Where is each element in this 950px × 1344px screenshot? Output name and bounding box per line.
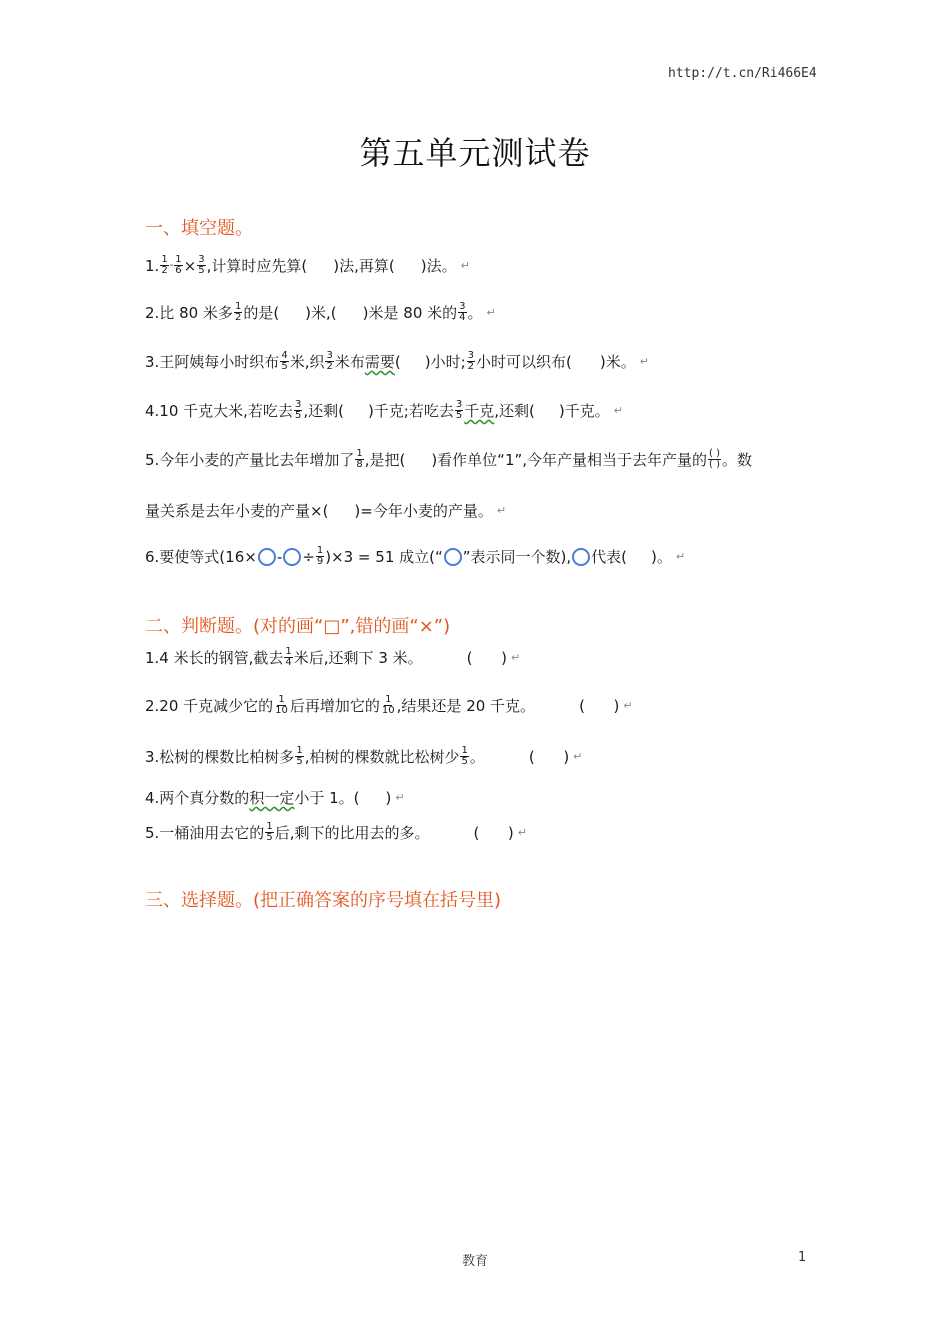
fraction-blank: $\frac{( )}{( )}$ — [709, 448, 721, 470]
header-url: http://t.cn/Ri466E4 — [668, 66, 817, 81]
fraction: $\frac{3}{2}$ — [326, 350, 333, 372]
circle-symbol-icon — [283, 548, 301, 566]
fill-question-1: 1. $\frac{1}{2}$ - $\frac{1}{6}$ × $\frac{3}{5}$ ,计算时应先算( )法,再算( )法。 ↵ — [145, 254, 470, 276]
fill-question-2: 2.比 80 米多 $\frac{1}{2}$ 的是( )米,( )米是 80 米的 $\frac{3}{4}$ 。 ↵ — [145, 301, 496, 323]
circle-symbol-icon — [258, 548, 276, 566]
return-mark-icon: ↵ — [573, 750, 583, 763]
q-text: 1. — [145, 256, 160, 275]
circle-symbol-icon — [444, 548, 462, 566]
return-mark-icon: ↵ — [517, 826, 527, 839]
return-mark-icon: ↵ — [613, 404, 623, 417]
fraction: $\frac{1}{10}$ — [381, 694, 395, 716]
fraction: $\frac{1}{5}$ — [296, 745, 303, 767]
footer-label: 教育 — [461, 1254, 488, 1269]
fraction: $\frac{4}{5}$ — [281, 350, 288, 372]
judge-question-3: 3.松树的棵数比柏树多 $\frac{1}{5}$ ,柏树的棵数就比松树少 $\frac{1}{5}$ 。 ( ) ↵ — [145, 745, 583, 767]
fraction: $\frac{1}{4}$ — [285, 646, 292, 668]
fraction: $\frac{1}{6}$ — [175, 254, 182, 276]
section-choose-heading: 三、选择题。(把正确答案的序号填在括号里) — [145, 890, 502, 911]
fill-question-5-cont: 量关系是去年小麦的产量×( )=今年小麦的产量。 ↵ — [145, 502, 507, 520]
judge-question-4: 4.两个真分数的 积一定 小于 1。( ) ↵ — [145, 788, 405, 807]
judge-question-2: 2.20 千克减少它的 $\frac{1}{10}$ 后再增加它的 $\frac{1}{10}$ ,结果还是 20 千克。 ( ) ↵ — [145, 694, 633, 716]
page-title: 第五单元测试卷 — [359, 134, 591, 172]
fraction: $\frac{3}{2}$ — [467, 350, 475, 372]
fraction: $\frac{1}{2}$ — [161, 254, 168, 276]
fraction: $\frac{1}{2}$ — [234, 301, 242, 323]
fraction: $\frac{3}{5}$ — [455, 399, 463, 421]
return-mark-icon: ↵ — [510, 651, 521, 664]
fraction: $\frac{3}{4}$ — [459, 301, 466, 323]
fraction: $\frac{1}{5}$ — [461, 745, 468, 767]
fill-question-3: 3.王阿姨每小时织布 $\frac{4}{5}$ 米,织 $\frac{3}{2}$ 米布 需要 ( )小时; $\frac{3}{2}$ 小时可以织布( )米。 ↵ — [145, 350, 649, 372]
judge-question-5: 5.一桶油用去它的 $\frac{1}{5}$ 后,剩下的比用去的多。 ( ) ↵ — [145, 821, 527, 843]
judge-question-1: 1.4 米长的钢管,截去 $\frac{1}{4}$ 米后,还剩下 3 米。 ( ) ↵ — [145, 646, 521, 668]
fraction: $\frac{1}{9}$ — [316, 545, 324, 567]
fraction: $\frac{1}{5}$ — [266, 821, 273, 843]
section-fill-heading: 一、填空题。 — [145, 218, 253, 239]
return-mark-icon: ↵ — [675, 550, 686, 563]
fraction: $\frac{3}{5}$ — [198, 254, 205, 276]
return-mark-icon: ↵ — [395, 791, 405, 804]
return-mark-icon: ↵ — [623, 699, 633, 712]
fraction: $\frac{1}{8}$ — [356, 448, 363, 470]
fraction: $\frac{1}{10}$ — [275, 694, 288, 716]
return-mark-icon: ↵ — [460, 259, 470, 272]
fill-question-5: 5.今年小麦的产量比去年增加了 $\frac{1}{8}$ ,是把( )看作单位“1”,今年产量相当于去年产量的 $\frac{( )}{( )}$ 。数 — [145, 448, 753, 470]
section-judge-heading: 二、判断题。(对的画“□”,错的画“×”) — [145, 616, 451, 637]
return-mark-icon: ↵ — [486, 306, 496, 319]
circle-symbol-icon — [572, 548, 590, 566]
return-mark-icon: ↵ — [496, 504, 507, 517]
fraction: $\frac{3}{5}$ — [294, 399, 302, 421]
return-mark-icon: ↵ — [639, 355, 649, 368]
page-number: 1 — [798, 1250, 807, 1265]
fill-question-6: 6.要使等式(16× - ÷ $\frac{1}{9}$ )×3 = 51 成立(“ ”表示同一个数), 代表( )。 ↵ — [145, 545, 686, 567]
fill-question-4: 4.10 千克大米,若吃去 $\frac{3}{5}$ ,还剩( )千克;若吃去 $\frac{3}{5}$ 千克 ,还剩( )千克。 ↵ — [145, 399, 623, 421]
